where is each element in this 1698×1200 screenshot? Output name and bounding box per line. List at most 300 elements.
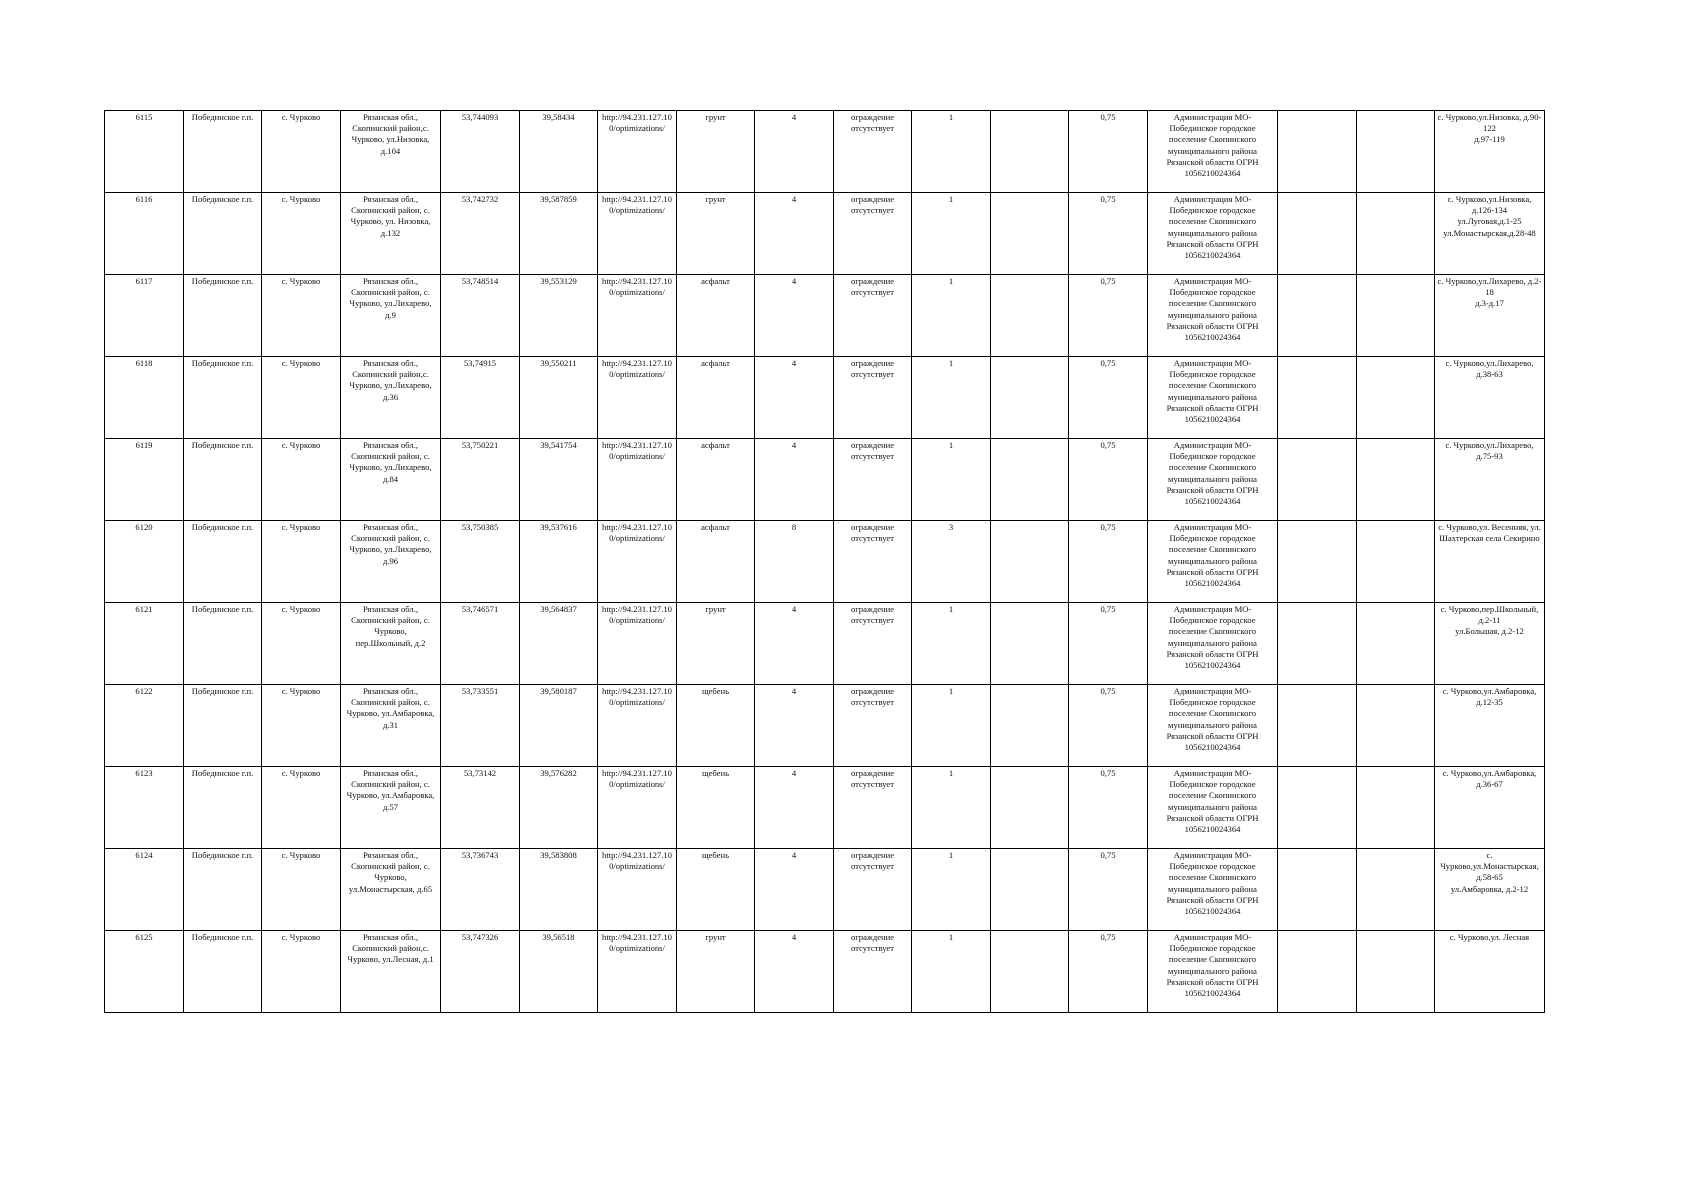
cell-container-volume: [1069, 439, 1148, 521]
cell-surface-type: [677, 849, 755, 931]
address-text: Рязанская обл., Скопинский район, с. Чурково, ул.Лихарево, д.96: [349, 522, 432, 566]
cell-fencing: [834, 931, 912, 1013]
cell-address: [341, 111, 441, 193]
locality-text: с. Чурково: [281, 276, 321, 286]
cell-latitude: [441, 603, 520, 685]
cell-longitude: [520, 767, 598, 849]
cell-locality: [262, 767, 341, 849]
longitude-text: 39,58434: [542, 112, 575, 122]
cell-area: [755, 685, 834, 767]
cell-map-link: [598, 767, 677, 849]
table-row: [105, 275, 1545, 357]
cell-owner: [1148, 193, 1278, 275]
surface-type-text: грунт: [705, 194, 726, 204]
fencing-text: ограждение отсутствует: [850, 358, 895, 380]
cell-empty-column: [1278, 439, 1357, 521]
cell-settlement: [184, 685, 262, 767]
address-text: Рязанская обл., Скопинский район, с. Чурково, ул.Монастырская, д.65: [348, 850, 433, 894]
record-number-text: 6123: [135, 768, 153, 778]
cell-surface-type: [677, 439, 755, 521]
served-addresses-text: с. Чурково,пер.Школьный, д.2-11 ул.Большая, д.2-12: [1440, 604, 1539, 637]
owner-text: Администрация МО-Побединское городское поселение Скопинского муниципального района Рязанской области ОГРН 1056210024364: [1166, 522, 1259, 589]
cell-settlement: [184, 931, 262, 1013]
cell-empty-column: [1278, 521, 1357, 603]
cell-empty-column: [991, 275, 1069, 357]
address-text: Рязанская обл., Скопинский район, с. Чурково, ул.Амбаровка, д.31: [346, 686, 435, 730]
cell-longitude: [520, 193, 598, 275]
cell-empty-column: [1278, 111, 1357, 193]
cell-map-link: [598, 111, 677, 193]
served-addresses-text: с. Чурково,ул.Монастырская, д.58-65 ул.Амбаровка, д.2-12: [1440, 850, 1539, 894]
table-row: [105, 439, 1545, 521]
cell-map-link: [598, 193, 677, 275]
map-link-text[interactable]: http://94.231.127.10 0/optimizations/: [602, 112, 672, 134]
locality-text: с. Чурково: [281, 194, 321, 204]
served-addresses-text: с. Чурково,ул. Весенняя, ул. Шахтерская села Секирино: [1438, 522, 1541, 544]
longitude-text: 39,587859: [540, 194, 577, 204]
cell-served-addresses: [1435, 521, 1545, 603]
cell-address: [341, 275, 441, 357]
settlement-text: Побединское г.п.: [191, 768, 254, 778]
cell-fencing: [834, 193, 912, 275]
address-text: Рязанская обл., Скопинский район,с. Чурково, ул.Низовка, д.104: [351, 112, 430, 156]
cell-surface-type: [677, 111, 755, 193]
latitude-text: 53,744093: [461, 112, 499, 122]
address-text: Рязанская обл., Скопинский район,с. Чурково, ул.Лихарево, д.36: [349, 358, 432, 402]
cell-settlement: [184, 193, 262, 275]
cell-record-number: [105, 357, 184, 439]
cell-latitude: [441, 849, 520, 931]
locality-text: с. Чурково: [281, 850, 321, 860]
cell-empty-column: [991, 603, 1069, 685]
container-volume-text: 0,75: [1100, 768, 1116, 778]
map-link-text[interactable]: http://94.231.127.10 0/optimizations/: [602, 440, 672, 462]
cell-area: [755, 603, 834, 685]
area-text: 8: [791, 522, 797, 532]
locality-text: с. Чурково: [281, 768, 321, 778]
cell-served-addresses: [1435, 931, 1545, 1013]
longitude-text: 39,537616: [540, 522, 577, 532]
cell-empty-column: [1357, 357, 1435, 439]
table-row: [105, 685, 1545, 767]
cell-owner: [1148, 111, 1278, 193]
map-link-text[interactable]: http://94.231.127.10 0/optimizations/: [602, 850, 672, 872]
cell-longitude: [520, 603, 598, 685]
cell-fencing: [834, 357, 912, 439]
cell-latitude: [441, 111, 520, 193]
cell-served-addresses: [1435, 439, 1545, 521]
fencing-text: ограждение отсутствует: [850, 686, 895, 708]
cell-empty-column: [1278, 275, 1357, 357]
cell-surface-type: [677, 685, 755, 767]
map-link-text[interactable]: http://94.231.127.10 0/optimizations/: [602, 768, 672, 790]
cell-empty-column: [991, 521, 1069, 603]
cell-longitude: [520, 439, 598, 521]
cell-latitude: [441, 439, 520, 521]
served-addresses-text: с. Чурково,ул.Низовка, д.126-134 ул.Луговая,д.1-25 ул.Монастырская,д.28-48: [1443, 194, 1536, 238]
cell-locality: [262, 275, 341, 357]
cell-address: [341, 521, 441, 603]
cell-locality: [262, 849, 341, 931]
cell-container-volume: [1069, 521, 1148, 603]
latitude-text: 53,750221: [461, 440, 499, 450]
container-volume-text: 0,75: [1100, 194, 1116, 204]
cell-container-count: [912, 931, 991, 1013]
container-count-text: 1: [948, 276, 954, 286]
record-number-text: 6122: [135, 686, 153, 696]
locality-text: с. Чурково: [281, 604, 321, 614]
table-body: [105, 111, 1545, 1013]
cell-empty-column: [1357, 521, 1435, 603]
cell-empty-column: [1357, 603, 1435, 685]
area-text: 4: [791, 686, 797, 696]
cell-settlement: [184, 111, 262, 193]
cell-address: [341, 357, 441, 439]
settlement-text: Побединское г.п.: [191, 194, 254, 204]
cell-record-number: [105, 767, 184, 849]
map-link-text[interactable]: http://94.231.127.10 0/optimizations/: [602, 194, 672, 216]
owner-text: Администрация МО-Побединское городское поселение Скопинского муниципального района Рязанской области ОГРН 1056210024364: [1166, 850, 1259, 917]
container-volume-text: 0,75: [1100, 276, 1116, 286]
container-count-text: 1: [948, 686, 954, 696]
cell-served-addresses: [1435, 275, 1545, 357]
cell-empty-column: [1278, 603, 1357, 685]
fencing-text: ограждение отсутствует: [850, 440, 895, 462]
container-count-text: 1: [948, 768, 954, 778]
cell-empty-column: [991, 767, 1069, 849]
cell-container-count: [912, 603, 991, 685]
cell-fencing: [834, 521, 912, 603]
container-volume-text: 0,75: [1100, 932, 1116, 942]
cell-latitude: [441, 275, 520, 357]
cell-record-number: [105, 931, 184, 1013]
record-number-text: 6121: [135, 604, 153, 614]
locality-text: с. Чурково: [281, 522, 321, 532]
surface-type-text: грунт: [705, 932, 726, 942]
cell-empty-column: [991, 193, 1069, 275]
cell-fencing: [834, 685, 912, 767]
cell-empty-column: [1357, 685, 1435, 767]
cell-locality: [262, 685, 341, 767]
cell-empty-column: [1278, 767, 1357, 849]
cell-container-count: [912, 111, 991, 193]
address-text: Рязанская обл., Скопинский район, с. Чурково, ул.Лихарево, д.84: [349, 440, 432, 484]
served-addresses-text: с. Чурково,ул.Лихарево, д.2-18 д.3-д.17: [1437, 276, 1542, 309]
record-number-text: 6115: [135, 112, 153, 122]
table-row: [105, 767, 1545, 849]
served-addresses-text: с. Чурково,ул.Лихарево, д.38-63: [1445, 358, 1534, 380]
cell-surface-type: [677, 603, 755, 685]
cell-latitude: [441, 521, 520, 603]
cell-latitude: [441, 357, 520, 439]
cell-area: [755, 849, 834, 931]
map-link-text[interactable]: http://94.231.127.10 0/optimizations/: [602, 932, 672, 954]
cell-empty-column: [1357, 439, 1435, 521]
map-link-text[interactable]: http://94.231.127.10 0/optimizations/: [602, 686, 672, 708]
address-text: Рязанская обл., Скопинский район,с. Чурково, ул.Лесная, д.1: [347, 932, 434, 965]
cell-fencing: [834, 111, 912, 193]
cell-address: [341, 685, 441, 767]
longitude-text: 39,576282: [540, 768, 577, 778]
cell-area: [755, 439, 834, 521]
cell-map-link: [598, 931, 677, 1013]
cell-longitude: [520, 111, 598, 193]
cell-fencing: [834, 603, 912, 685]
container-volume-text: 0,75: [1100, 522, 1116, 532]
cell-served-addresses: [1435, 193, 1545, 275]
map-link-text[interactable]: http://94.231.127.10 0/optimizations/: [602, 604, 672, 626]
cell-container-count: [912, 193, 991, 275]
settlement-text: Побединское г.п.: [191, 932, 254, 942]
cell-served-addresses: [1435, 357, 1545, 439]
area-text: 4: [791, 112, 797, 122]
settlement-text: Побединское г.п.: [191, 112, 254, 122]
owner-text: Администрация МО-Побединское городское поселение Скопинского муниципального района Рязанской области ОГРН 1056210024364: [1166, 194, 1259, 261]
latitude-text: 53,736743: [461, 850, 499, 860]
owner-text: Администрация МО-Побединское городское поселение Скопинского муниципального района Рязанской области ОГРН 1056210024364: [1166, 358, 1259, 425]
cell-fencing: [834, 849, 912, 931]
cell-record-number: [105, 439, 184, 521]
map-link-text[interactable]: http://94.231.127.10 0/optimizations/: [602, 522, 672, 544]
cell-container-volume: [1069, 193, 1148, 275]
longitude-text: 39,541754: [540, 440, 577, 450]
cell-address: [341, 193, 441, 275]
container-volume-text: 0,75: [1100, 358, 1116, 368]
latitude-text: 53,750385: [461, 522, 499, 532]
container-volume-text: 0,75: [1100, 850, 1116, 860]
container-volume-text: 0,75: [1100, 686, 1116, 696]
fencing-text: ограждение отсутствует: [850, 112, 895, 134]
cell-container-count: [912, 849, 991, 931]
cell-empty-column: [991, 685, 1069, 767]
fencing-text: ограждение отсутствует: [850, 768, 895, 790]
cell-latitude: [441, 193, 520, 275]
area-text: 4: [791, 194, 797, 204]
cell-address: [341, 849, 441, 931]
cell-container-volume: [1069, 767, 1148, 849]
served-addresses-text: с. Чурково,ул. Лесная: [1449, 932, 1530, 942]
cell-owner: [1148, 685, 1278, 767]
cell-address: [341, 767, 441, 849]
locality-text: с. Чурково: [281, 932, 321, 942]
cell-longitude: [520, 521, 598, 603]
cell-empty-column: [1278, 685, 1357, 767]
cell-empty-column: [991, 439, 1069, 521]
cell-owner: [1148, 357, 1278, 439]
cell-owner: [1148, 931, 1278, 1013]
locality-text: с. Чурково: [281, 440, 321, 450]
container-count-text: 1: [948, 604, 954, 614]
cell-map-link: [598, 439, 677, 521]
surface-type-text: грунт: [705, 112, 726, 122]
container-count-text: 1: [948, 850, 954, 860]
cell-locality: [262, 357, 341, 439]
cell-empty-column: [991, 931, 1069, 1013]
owner-text: Администрация МО-Побединское городское поселение Скопинского муниципального района Рязанской области ОГРН 1056210024364: [1166, 276, 1259, 343]
record-number-text: 6124: [135, 850, 153, 860]
fencing-text: ограждение отсутствует: [850, 932, 895, 954]
table-row: [105, 521, 1545, 603]
served-addresses-text: с. Чурково,ул.Низовка, д.90-122 д.97-119: [1437, 112, 1542, 145]
address-text: Рязанская обл., Скопинский район, с. Чурково, ул.Лихарево, д.9: [349, 276, 432, 320]
cell-record-number: [105, 849, 184, 931]
longitude-text: 39,550211: [540, 358, 577, 368]
cell-address: [341, 931, 441, 1013]
settlement-text: Побединское г.п.: [191, 850, 254, 860]
cell-served-addresses: [1435, 603, 1545, 685]
owner-text: Администрация МО-Побединское городское поселение Скопинского муниципального района Рязанской области ОГРН 1056210024364: [1166, 604, 1259, 671]
record-number-text: 6116: [135, 194, 153, 204]
fencing-text: ограждение отсутствует: [850, 194, 895, 216]
record-number-text: 6117: [135, 276, 153, 286]
owner-text: Администрация МО-Побединское городское поселение Скопинского муниципального района Рязанской области ОГРН 1056210024364: [1166, 440, 1259, 507]
record-number-text: 6118: [135, 358, 153, 368]
cell-settlement: [184, 357, 262, 439]
cell-map-link: [598, 275, 677, 357]
area-text: 4: [791, 440, 797, 450]
cell-locality: [262, 603, 341, 685]
cell-map-link: [598, 357, 677, 439]
cell-empty-column: [1357, 111, 1435, 193]
cell-empty-column: [1357, 275, 1435, 357]
owner-text: Администрация МО-Побединское городское поселение Скопинского муниципального района Рязанской области ОГРН 1056210024364: [1166, 768, 1259, 835]
surface-type-text: асфальт: [701, 440, 730, 450]
cell-surface-type: [677, 193, 755, 275]
cell-map-link: [598, 603, 677, 685]
cell-map-link: [598, 521, 677, 603]
record-number-text: 6125: [135, 932, 153, 942]
cell-map-link: [598, 849, 677, 931]
cell-owner: [1148, 767, 1278, 849]
cell-map-link: [598, 685, 677, 767]
area-text: 4: [791, 932, 797, 942]
cell-address: [341, 439, 441, 521]
cell-owner: [1148, 275, 1278, 357]
address-text: Рязанская обл., Скопинский район, с. Чурково, пер.Школьный, д.2: [351, 604, 430, 648]
cell-locality: [262, 111, 341, 193]
settlement-text: Побединское г.п.: [191, 686, 254, 696]
cell-locality: [262, 193, 341, 275]
cell-area: [755, 931, 834, 1013]
cell-container-volume: [1069, 111, 1148, 193]
surface-type-text: щебень: [701, 686, 730, 696]
cell-container-count: [912, 521, 991, 603]
cell-empty-column: [1357, 849, 1435, 931]
cell-container-volume: [1069, 275, 1148, 357]
record-number-text: 6119: [135, 440, 153, 450]
cell-settlement: [184, 439, 262, 521]
latitude-text: 53,742732: [461, 194, 499, 204]
cell-container-volume: [1069, 603, 1148, 685]
served-addresses-text: с. Чурково,ул.Амбаровка, д.12-35: [1442, 686, 1537, 708]
cell-empty-column: [1357, 193, 1435, 275]
container-count-text: 3: [948, 522, 954, 532]
cell-longitude: [520, 685, 598, 767]
settlement-text: Побединское г.п.: [191, 604, 254, 614]
cell-address: [341, 603, 441, 685]
cell-empty-column: [991, 357, 1069, 439]
cell-owner: [1148, 521, 1278, 603]
cell-surface-type: [677, 521, 755, 603]
latitude-text: 53,747326: [461, 932, 499, 942]
map-link-text[interactable]: http://94.231.127.10 0/optimizations/: [602, 358, 672, 380]
map-link-text[interactable]: http://94.231.127.10 0/optimizations/: [602, 276, 672, 298]
cell-area: [755, 767, 834, 849]
cell-record-number: [105, 275, 184, 357]
cell-owner: [1148, 439, 1278, 521]
cell-area: [755, 521, 834, 603]
cell-latitude: [441, 931, 520, 1013]
cell-empty-column: [991, 111, 1069, 193]
cell-empty-column: [1278, 849, 1357, 931]
cell-empty-column: [991, 849, 1069, 931]
owner-text: Администрация МО-Побединское городское поселение Скопинского муниципального района Рязанской области ОГРН 1056210024364: [1166, 686, 1259, 753]
cell-container-count: [912, 685, 991, 767]
table-row: [105, 603, 1545, 685]
cell-fencing: [834, 275, 912, 357]
table-row: [105, 193, 1545, 275]
area-text: 4: [791, 276, 797, 286]
area-text: 4: [791, 768, 797, 778]
cell-settlement: [184, 275, 262, 357]
cell-surface-type: [677, 767, 755, 849]
cell-locality: [262, 931, 341, 1013]
cell-container-volume: [1069, 357, 1148, 439]
cell-served-addresses: [1435, 767, 1545, 849]
cell-longitude: [520, 275, 598, 357]
address-text: Рязанская обл., Скопинский район, с. Чурково, ул.Амбаровка, д.57: [346, 768, 435, 812]
cell-owner: [1148, 603, 1278, 685]
cell-longitude: [520, 357, 598, 439]
cell-area: [755, 357, 834, 439]
cell-surface-type: [677, 357, 755, 439]
latitude-text: 53,733551: [461, 686, 499, 696]
cell-fencing: [834, 439, 912, 521]
cell-container-volume: [1069, 849, 1148, 931]
container-volume-text: 0,75: [1100, 604, 1116, 614]
cell-empty-column: [1278, 193, 1357, 275]
table-row: [105, 931, 1545, 1013]
area-text: 4: [791, 604, 797, 614]
cell-surface-type: [677, 275, 755, 357]
cell-empty-column: [1357, 767, 1435, 849]
area-text: 4: [791, 358, 797, 368]
cell-served-addresses: [1435, 111, 1545, 193]
longitude-text: 39,580187: [540, 686, 577, 696]
fencing-text: ограждение отсутствует: [850, 850, 895, 872]
latitude-text: 53,74915: [463, 358, 497, 368]
locality-text: с. Чурково: [281, 112, 321, 122]
cell-owner: [1148, 849, 1278, 931]
cell-area: [755, 275, 834, 357]
settlement-text: Побединское г.п.: [191, 276, 254, 286]
cell-record-number: [105, 193, 184, 275]
cell-settlement: [184, 849, 262, 931]
cell-served-addresses: [1435, 849, 1545, 931]
address-text: Рязанская обл., Скопинский район, с. Чурково, ул. Низовка, д.132: [350, 194, 431, 238]
latitude-text: 53,746571: [461, 604, 499, 614]
surface-type-text: асфальт: [701, 358, 730, 368]
cell-latitude: [441, 685, 520, 767]
cell-empty-column: [1278, 931, 1357, 1013]
cell-container-count: [912, 357, 991, 439]
fencing-text: ограждение отсутствует: [850, 604, 895, 626]
longitude-text: 39,56518: [542, 932, 575, 942]
owner-text: Администрация МО-Побединское городское поселение Скопинского муниципального района Рязанской области ОГРН 1056210024364: [1166, 932, 1259, 999]
cell-longitude: [520, 849, 598, 931]
cell-empty-column: [1278, 357, 1357, 439]
surface-type-text: щебень: [701, 850, 730, 860]
